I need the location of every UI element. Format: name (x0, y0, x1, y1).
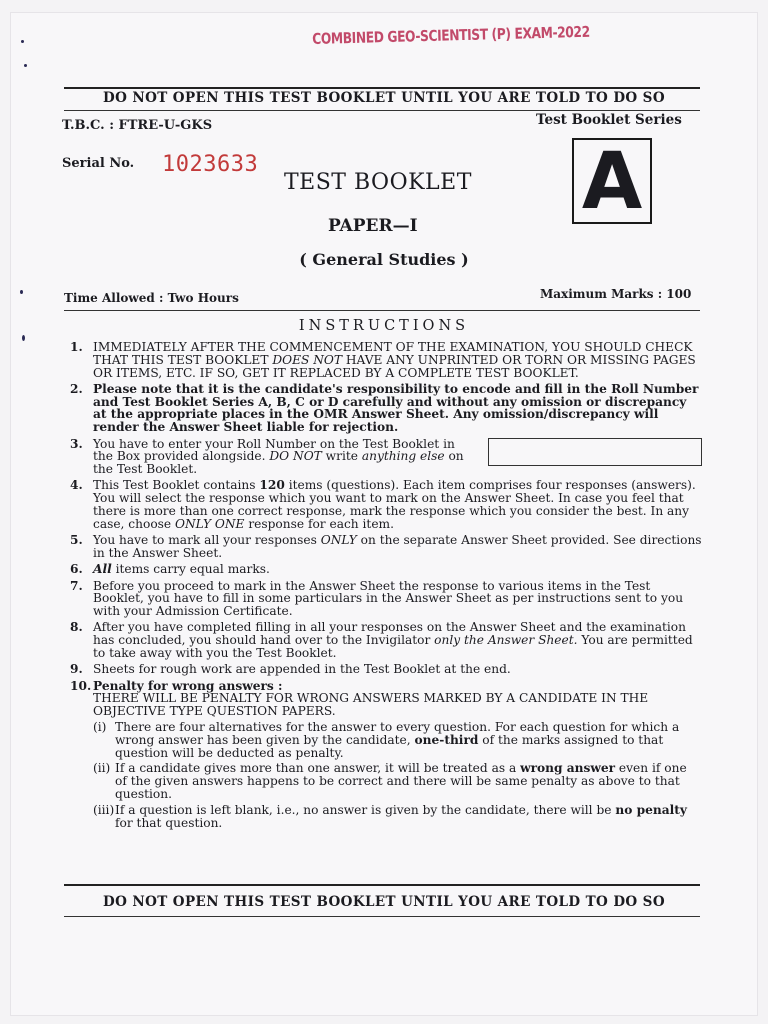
test-booklet-series-label: Test Booklet Series (536, 112, 682, 128)
instruction-item: 5. You have to mark all your responses ONLY on the separate Answer Sheet provided. See directions in the Answer Sheet. (70, 533, 702, 560)
series-letter-box: A (572, 138, 652, 224)
margin-mark (20, 290, 23, 294)
penalty-subitem: (ii) If a candidate gives more than one answer, it will be treated as a wrong answer even if one of the given answers happens to be correct and there will be same penalty as above to that question. (93, 761, 687, 801)
instruction-item-penalty: 10. Penalty for wrong answers : THERE WILL BE PENALTY FOR WRONG ANSWERS MARKED BY A CANDIDATE IN THE OBJECTIVE TYPE QUESTION PAPERS. (i) There are four alternatives for the answer to every question. For each question for which a wrong answer has been given by the candidate, one-third of the marks assigned to that question will be deducted as penalty. (ii) If a candidate gives more than one answer, it will be treated as a wrong answer even if one of the given answers happens to be correct and there will be same penalty as above to that question. (iii) If a question is left blank, i.e., no answer is given by the candidate, there will be no penalty for that question. (70, 680, 702, 830)
header-rule (64, 110, 700, 111)
instruction-item: 1. IMMEDIATELY AFTER THE COMMENCEMENT OF THE EXAMINATION, YOU SHOULD CHECK THAT THIS TEST BOOKLET DOES NOT HAVE ANY UNPRINTED OR TORN OR MISSING PAGES OR ITEMS, ETC. IF SO, GET IT REPLACED BY A COMPLETE TEST BOOKLET. (70, 340, 696, 380)
margin-mark (22, 335, 25, 341)
instructions-heading: INSTRUCTIONS (298, 318, 470, 334)
subject-title: ( General Studies ) (299, 250, 469, 269)
paper-title: PAPER—I (328, 216, 418, 236)
instruction-item: 2. Please note that it is the candidate's responsibility to encode and fill in the Roll Number and Test Booklet Series A, B, C or D carefully and without any omission or discrepancy at the appropriate places in the OMR Answer Sheet. Any omission/discrepancy will render the Answer Sheet liable for rejection. (70, 381, 699, 435)
penalty-subitem: (i) There are four alternatives for the answer to every question. For each question for which a wrong answer has been given by the candidate, one-third of the marks assigned to that question will be deducted as penalty. (93, 720, 680, 760)
roll-number-box[interactable] (488, 438, 702, 466)
maximum-marks: Maximum Marks : 100 (540, 287, 692, 301)
penalty-subitem: (iii) If a question is left blank, i.e., no answer is given by the candidate, there will be no penalty for that question. (93, 802, 687, 830)
tbc-code: T.B.C. : FTRE-U-GKS (62, 118, 213, 133)
top-rule (64, 87, 700, 89)
margin-mark (24, 64, 27, 67)
warning-bottom: DO NOT OPEN THIS TEST BOOKLET UNTIL YOU ARE TOLD TO DO SO (103, 894, 665, 910)
instruction-item: 4. This Test Booklet contains 120 items (questions). Each item comprises four responses (answers). You will select the response which you want to mark on the Answer Sheet. In case you feel that there is more than one correct response, mark the response which you consider the best. In any case, choose ONLY ONE response for each item. (70, 478, 696, 531)
exam-stamp: COMBINED GEO-SCIENTIST (P) EXAM-2022 (312, 22, 590, 48)
footer-top-rule (64, 884, 700, 886)
serial-label: Serial No. (62, 156, 135, 171)
warning-top: DO NOT OPEN THIS TEST BOOKLET UNTIL YOU ARE TOLD TO DO SO (103, 90, 665, 106)
instructions-list (70, 341, 702, 833)
margin-mark (21, 40, 24, 43)
instructions-top-rule (64, 310, 700, 311)
instruction-item: 9. Sheets for rough work are appended in the Test Booklet at the end. (70, 662, 511, 677)
instruction-item: 7. Before you proceed to mark in the Answer Sheet the response to various items in the Test Booklet, you have to fill in some particulars in the Answer Sheet as per instructions sent to you with your Admission Certificate. (70, 578, 684, 619)
footer-bottom-rule (64, 916, 700, 917)
instruction-item: 3. You have to enter your Roll Number on the Test Booklet in the Box provided alongside. DO NOT write anything else on the Test Booklet. (70, 438, 702, 476)
serial-number: 1023633 (162, 152, 259, 177)
booklet-title: TEST BOOKLET (284, 170, 472, 195)
time-allowed: Time Allowed : Two Hours (64, 291, 239, 305)
instruction-item: 6. All items carry equal marks. (70, 562, 270, 577)
instruction-item: 8. After you have completed filling in all your responses on the Answer Sheet and the examination has concluded, you should hand over to the Invigilator only the Answer Sheet. You are permitted to take away with you the Test Booklet. (70, 620, 693, 661)
